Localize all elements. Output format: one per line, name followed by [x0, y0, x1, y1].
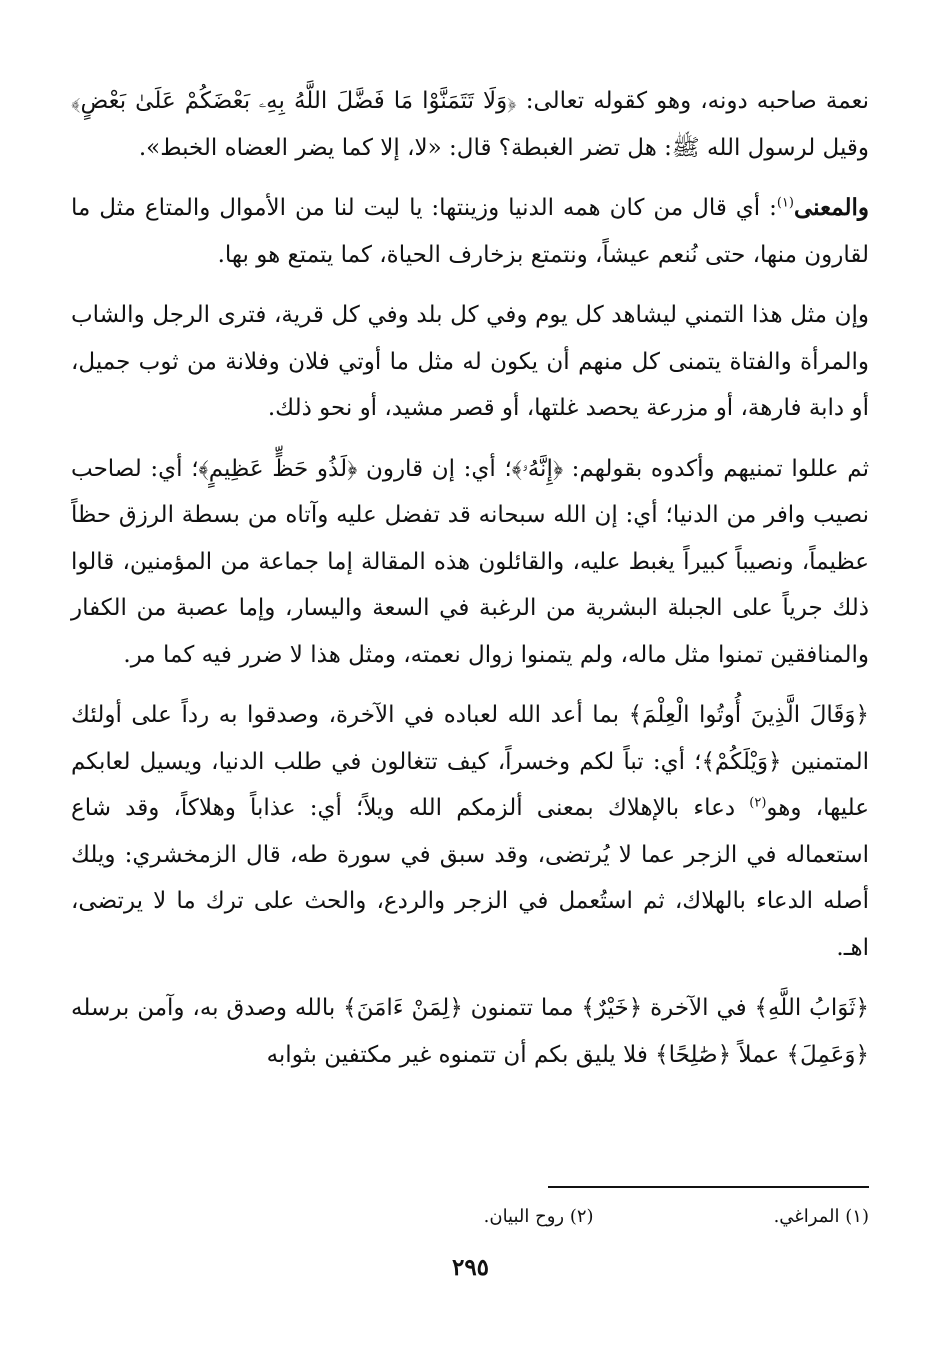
paragraph — [71, 78, 869, 171]
paragraph-text: دعاء بالإهلاك بمعنى ألزمكم الله ويلاً؛ أي: عذاباً وهلاكاً، وقد شاع استعماله في الزجر عما لا يُرتضى، وقد سبق في سورة طه، قال الزمخشري: ويلك أصله الدعاء بالهلاك، ثم استُعمل في الزجر والردع، والحث على ترك ما لا يرتضى، اهـ. — [71, 795, 869, 961]
paragraph-text: ﴿ثَوَابُ اللَّهِ﴾ في الآخرة ﴿خَيْرٌ﴾ مما تتمنون ﴿لِمَنْ ءَامَنَ﴾ بالله وصدق به، وآمن برسله ﴿وَعَمِلَ﴾ عملاً ﴿صَٰلِحًا﴾ فلا يليق بكم أن تتمنوه غير مكتفين بثوابه — [71, 995, 869, 1068]
footnote-divider — [548, 1186, 869, 1188]
body-text — [71, 78, 869, 1092]
paragraph — [71, 185, 869, 278]
footnote: (١) المراغي. — [773, 1206, 869, 1227]
paragraph — [71, 692, 869, 971]
footnote-ref: (٢) — [749, 795, 767, 811]
footnote-ref: (١) — [776, 195, 794, 211]
paragraph — [71, 985, 869, 1078]
paragraph-text: وإن مثل هذا التمني ليشاهد كل يوم وفي كل بلد وفي كل قرية، فترى الرجل والشاب والمرأة والفتاة يتمنى كل منهم أن يكون له مثل ما أوتي فلان وفلانة من ثوب جميل، أو دابة فارهة، أو مزرعة يحصد غلتها، أو قصر مشيد، أو نحو ذلك. — [71, 302, 869, 421]
paragraph-text: ثم عللوا تمنيهم وأكدوه بقولهم: ﴿إِنَّهُۥ﴾؛ أي: إن قارون ﴿لَذُو حَظٍّ عَظِيمٍ﴾؛ أي: لصاحب نصيب وافر من الدنيا؛ أي: إن الله سبحانه قد تفضل عليه وآتاه من بسطة الرزق حظاً عظيماً، ونصيباً كبيراً يغبط عليه، والقائلون هذه المقالة إما جماعة من المؤمنين، قالوا ذلك جرياً على الجبلة البشرية من الرغبة في السعة واليسار، وإما عصبة من الكفار والمنافقين تمنوا مثل ماله، ولم يتمنوا زوال نعمته، ومثل هذا لا ضرر فيه كما مر. — [71, 455, 869, 668]
paragraph — [71, 292, 869, 432]
paragraph-text-start: ﴿وَقَالَ الَّذِينَ أُوتُوا الْعِلْمَ﴾ بما أعد الله لعباده في الآخرة، وصدقوا به رداً على أولئك المتمنين ﴿وَيْلَكُمْ﴾؛ أي: تباً لكم وخسراً، كيف تتغالون في طلب الدنيا، ويسيل لعابكم عليها، وهو — [71, 702, 869, 821]
paragraph-text: نعمة صاحبه دونه، وهو كقوله تعالى: ﴿وَلَا تَتَمَنَّوْا مَا فَضَّلَ اللَّهُ بِهِۦ بَعْضَكُمْ عَلَىٰ بَعْضٍ﴾ وقيل لرسول الله ﷺ: هل تضر الغبطة؟ قال: «لا، إلا كما يضر العضاه الخبط». — [71, 88, 869, 161]
paragraph-lead: والمعنى — [793, 194, 869, 221]
footnote: (٢) روح البيان. — [483, 1206, 594, 1227]
paragraph — [71, 446, 869, 679]
footnotes — [109, 1201, 869, 1233]
page-number: ٢٩٥ — [451, 1254, 490, 1281]
paragraph-text: : أي قال من كان همه الدنيا وزينتها: يا ليت لنا من الأموال والمتاع مثل ما لقارون منها، حتى نُنعم عيشاً، ونتمتع بزخارف الحياة، كما يتمتع هو بها. — [71, 195, 869, 268]
